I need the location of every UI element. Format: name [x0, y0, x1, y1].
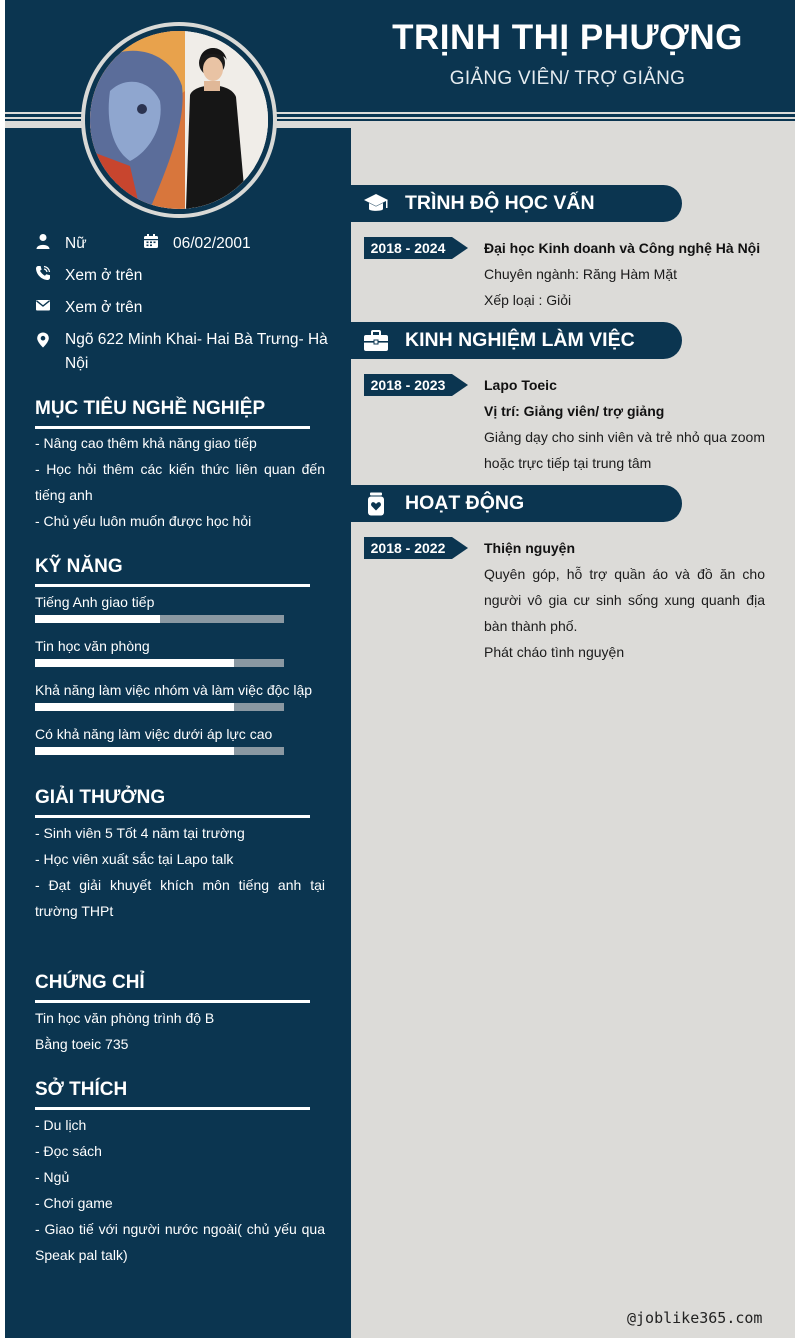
skill-bar-fill [35, 615, 160, 623]
envelope-icon [35, 297, 51, 313]
experience-date: 2018 - 2023 [364, 374, 452, 396]
objective-title: MỤC TIÊU NGHỀ NGHIỆP [35, 398, 266, 419]
birthday-value: 06/02/2001 [173, 235, 251, 252]
hobby-line: - Đọc sách [35, 1143, 102, 1159]
skill-label: Khả năng làm việc nhóm và làm việc độc lập [35, 682, 313, 698]
objective-line: - Học hỏi thêm các kiến thức liên quan đến tiếng anh [35, 461, 325, 503]
briefcase-icon [363, 328, 389, 354]
email-row [35, 296, 325, 320]
education-date: 2018 - 2024 [364, 237, 452, 259]
activities-date-tag [364, 537, 468, 559]
activities-title: HOẠT ĐỘNG [405, 492, 525, 514]
education-date-tag [364, 237, 468, 259]
education-school: Đại học Kinh doanh và Công nghệ Hà Nội [484, 240, 761, 256]
skill-bar-fill [35, 747, 234, 755]
education-major: Chuyên ngành: Răng Hàm Mặt [484, 266, 677, 282]
skill-bar [35, 703, 284, 711]
activities-name: Thiện nguyện [484, 540, 575, 556]
skill-bar [35, 615, 284, 623]
birthday-row [143, 232, 333, 256]
hobbies-rule [35, 1107, 310, 1110]
experience-title: KINH NGHIỆM LÀM VIỆC [405, 329, 635, 351]
education-grade: Xếp loại : Giỏi [484, 292, 572, 308]
objective-line: - Nâng cao thêm khả năng giao tiếp [35, 435, 257, 451]
phone-value: Xem ở trên [65, 267, 143, 284]
activities-entry [484, 535, 765, 665]
phone-icon [35, 265, 51, 281]
awards-rule [35, 815, 310, 818]
address-row [35, 328, 335, 378]
education-title: TRÌNH ĐỘ HỌC VẤN [405, 192, 595, 214]
left-sidebar [5, 128, 351, 1338]
skill-label: Tiếng Anh giao tiếp [35, 594, 155, 610]
objective-line: - Chủ yếu luôn muốn được học hỏi [35, 513, 252, 529]
skill-label: Có khả năng làm việc dưới áp lực cao [35, 726, 273, 742]
hobby-line: - Chơi game [35, 1195, 113, 1211]
gender-row [35, 232, 145, 256]
activities-date: 2018 - 2022 [364, 537, 452, 559]
candidate-role: GIẢNG VIÊN/ TRỢ GIẢNG [449, 68, 686, 89]
cv-page [5, 0, 795, 1338]
award-line: - Học viên xuất sắc tại Lapo talk [35, 851, 234, 867]
phone-row [35, 264, 325, 288]
location-pin-icon [35, 332, 51, 348]
experience-description: Giảng dạy cho sinh viên và trẻ nhỏ qua zoom hoặc trực tiếp tại trung tâm [484, 429, 765, 471]
hobby-line: - Ngủ [35, 1169, 70, 1185]
hobby-line: - Giao tiế với người nước ngoài( chủ yếu qua Speak pal talk) [35, 1221, 325, 1263]
hobbies-title: SỞ THÍCH [35, 1079, 128, 1100]
activities-extra: Phát cháo tình nguyện [484, 644, 625, 660]
date-tag-arrow [452, 537, 468, 559]
charity-jar-icon [363, 491, 389, 517]
experience-entry [484, 372, 765, 476]
skill-bar-fill [35, 703, 234, 711]
activities-description: Quyên góp, hỗ trợ quần áo và đồ ăn cho người vô gia cư sinh sống xung quanh địa bàn thành phố. [484, 566, 765, 634]
awards-text [35, 820, 325, 924]
activities-ribbon [351, 485, 682, 522]
experience-ribbon [351, 322, 682, 359]
address-value: Ngõ 622 Minh Khai- Hai Bà Trưng- Hà Nội [65, 331, 328, 372]
skills-title: KỸ NĂNG [35, 556, 123, 577]
date-tag-arrow [452, 374, 468, 396]
certificates-rule [35, 1000, 310, 1003]
skill-bar-fill [35, 659, 234, 667]
graduation-cap-icon [363, 191, 389, 217]
candidate-name: TRỊNH THỊ PHƯỢNG [392, 18, 743, 57]
calendar-icon [143, 233, 159, 249]
avatar [90, 31, 268, 209]
certificates-text [35, 1005, 325, 1057]
experience-company: Lapo Toeic [484, 377, 557, 393]
email-value: Xem ở trên [65, 299, 143, 316]
experience-date-tag [364, 374, 468, 396]
experience-position: Vị trí: Giảng viên/ trợ giảng [484, 403, 665, 419]
objective-text [35, 430, 325, 534]
education-ribbon [351, 185, 682, 222]
award-line: - Sinh viên 5 Tốt 4 năm tại trường [35, 825, 245, 841]
certificate-line: Bằng toeic 735 [35, 1036, 129, 1052]
awards-title: GIẢI THƯỞNG [35, 787, 166, 808]
date-tag-arrow [452, 237, 468, 259]
award-line: - Đạt giải khuyết khích môn tiếng anh tại trường THPt [35, 877, 325, 919]
skill-label: Tin học văn phòng [35, 638, 150, 654]
objective-rule [35, 426, 310, 429]
site-watermark: @joblike365.com [627, 1309, 763, 1327]
education-entry [484, 235, 765, 313]
certificate-line: Tin học văn phòng trình độ B [35, 1010, 215, 1026]
person-icon [35, 233, 51, 249]
gender-value: Nữ [65, 235, 87, 252]
skills-rule [35, 584, 310, 587]
profile-photo [90, 31, 268, 209]
skill-bar [35, 747, 284, 755]
hobbies-text [35, 1112, 325, 1268]
certificates-title: CHỨNG CHỈ [35, 972, 145, 993]
hobby-line: - Du lịch [35, 1117, 87, 1133]
skill-bar [35, 659, 284, 667]
